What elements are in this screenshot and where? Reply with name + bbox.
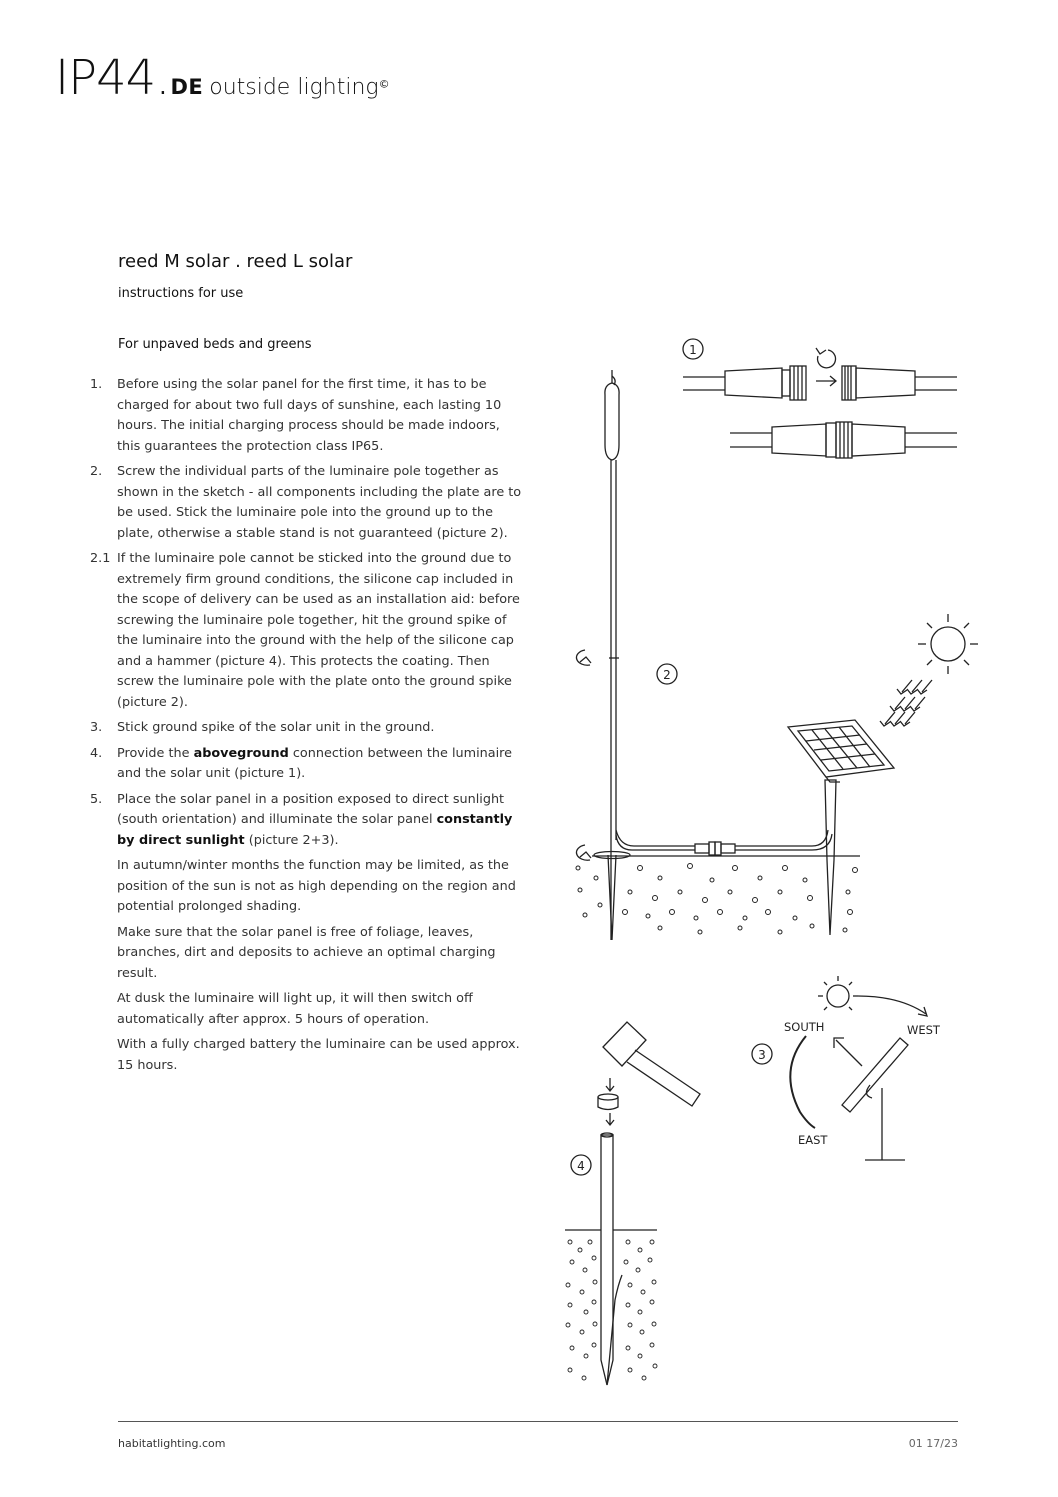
direction-west: WEST	[907, 1023, 940, 1037]
footer-divider	[118, 1421, 958, 1422]
luminaire-head	[605, 383, 619, 460]
figure-4-label: 4	[577, 1159, 585, 1173]
section-heading: For unpaved beds and greens	[118, 337, 312, 352]
step-number: 2.1	[90, 551, 111, 566]
soil-texture	[576, 864, 858, 935]
figure-3-orientation	[752, 976, 941, 1160]
rotate-icon	[576, 650, 590, 665]
step-text-before: Place the solar panel in a position exposed to direct sunlight (south orientation) and illuminate the solar panel	[117, 791, 505, 827]
note-cleaning: Make sure that the solar panel is free of foliage, leaves, branches, dirt and deposits to achieve an optimal charging result.	[117, 924, 496, 981]
document-title: reed M solar . reed L solar	[118, 251, 353, 272]
brand-dot: .	[155, 50, 171, 106]
step-number: 3.	[90, 720, 103, 735]
figure-2-label: 2	[663, 668, 671, 682]
figure-2-installation	[576, 370, 978, 940]
ground-spike	[601, 1135, 613, 1385]
footer-page-number: 01 17/23	[908, 1437, 958, 1450]
hammer-icon	[603, 1022, 700, 1106]
direction-east: EAST	[798, 1133, 828, 1147]
brand-tagline: outside lighting	[209, 75, 379, 100]
figure-1-connector	[683, 339, 957, 458]
document-subtitle: instructions for use	[118, 286, 244, 301]
step-text: Before using the solar panel for the first time, it has to be charged for about two full days of sunshine, each lasting 10 hours. The initial charging process should be made indoors, this guarantees the protection class IP65.	[117, 377, 502, 454]
rotate-icon	[818, 350, 836, 368]
figure-1-label: 1	[689, 343, 697, 357]
down-arrow-icon	[606, 1078, 614, 1091]
step-text-after: (picture 2+3).	[244, 832, 339, 848]
step-text: Stick ground spike of the solar unit in the ground.	[117, 720, 435, 735]
step-text: If the luminaire pole cannot be sticked into the ground due to extremely firm ground conditions, the silicone cap included in the scope of delivery can be used as an installation aid: before screwing the luminaire pole together, hit the ground spike of the luminaire into the ground with the help of the silicone cap and a hammer (picture 4). This protects the coating. Then screw the luminaire pole with the plate onto the ground spike (picture 2).	[117, 551, 520, 710]
copyright-mark: ©	[378, 77, 390, 91]
soil-texture	[566, 1240, 657, 1380]
brand-suffix: DE	[170, 75, 204, 99]
brand-name: IP44	[55, 50, 156, 106]
down-arrow-icon	[606, 1113, 614, 1125]
step-number: 4.	[90, 745, 103, 761]
step-number: 1.	[90, 377, 103, 392]
solar-panel	[842, 1038, 908, 1112]
figure-4-hammer	[565, 1022, 700, 1385]
silicone-cap	[598, 1094, 618, 1100]
rotate-icon	[576, 845, 590, 860]
note-season: In autumn/winter months the function may be limited, as the position of the sun is not as high depending on the region and potential prolonged shading.	[117, 858, 516, 914]
note-dusk: At dusk the luminaire will light up, it will then switch off automatically after approx. 5 hours of operation.	[117, 991, 473, 1027]
step-emphasis: aboveground	[193, 745, 289, 761]
footer-website: habitatlighting.com	[118, 1437, 226, 1450]
figure-3-label: 3	[758, 1048, 766, 1062]
step-text-after: connection between the luminaire and the solar unit (picture 1).	[117, 745, 512, 781]
step-number: 2.	[90, 464, 103, 479]
sun-icon	[818, 976, 858, 1010]
step-text-before: Provide the	[117, 745, 194, 761]
note-battery: With a fully charged battery the luminaire can be used approx. 15 hours.	[117, 1037, 520, 1073]
direction-south: SOUTH	[784, 1020, 825, 1034]
step-text: Screw the individual parts of the luminaire pole together as shown in the sketch - all components including the plate are to be used. Stick the luminaire pole into the ground up to the plate, otherwise a stable stand is not guaranteed (picture 2).	[117, 464, 522, 541]
sunlight-arrows-icon	[880, 680, 932, 726]
step-number: 5.	[90, 791, 103, 807]
pole-plate	[594, 852, 630, 859]
sun-icon	[918, 614, 978, 674]
step-emphasis: constantly by direct sunlight	[117, 812, 513, 848]
